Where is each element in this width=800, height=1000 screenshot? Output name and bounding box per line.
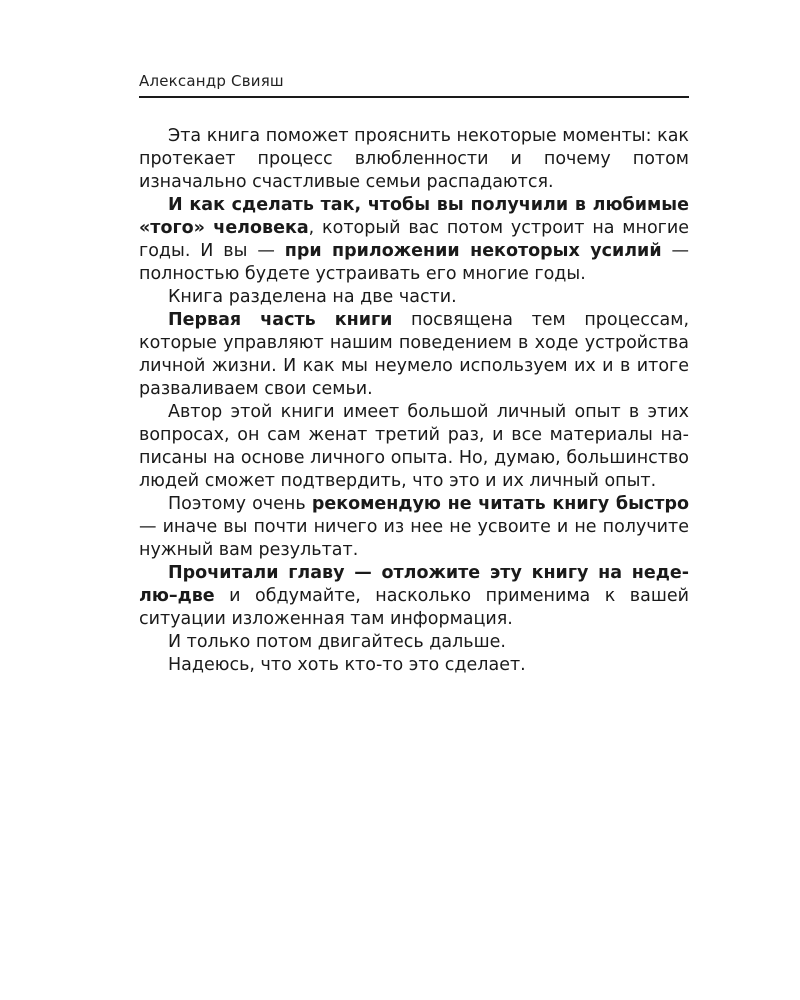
bold-text-segment: Первая часть книги xyxy=(168,310,393,330)
bold-text-segment: Прочитали главу — отложите эту книгу на неделю–две xyxy=(139,563,689,606)
text-segment: и обдумайте, насколько применима к вашей ситуации изложенная там информация. xyxy=(139,586,689,629)
bold-text-segment: И как сделать так, чтобы вы получили в любимые «того» человека xyxy=(139,195,689,238)
text-segment: — иначе вы почти ничего из нее не усвоите и не получите нужный вам результат. xyxy=(139,517,689,560)
paragraph xyxy=(139,194,689,286)
bold-text-segment: при приложении некоторых усилий xyxy=(284,241,662,261)
text-segment: Надеюсь, что хоть кто-то это сделает. xyxy=(168,655,526,675)
text-segment: Книга разделена на две части. xyxy=(168,287,457,307)
book-page xyxy=(139,72,689,677)
paragraph xyxy=(139,286,689,309)
text-segment: посвящена тем процессам, которые управляют нашим поведением в ходе устройства личной жизни. И как мы неумело используем их и в итоге разваливаем свои семьи. xyxy=(139,310,690,399)
text-segment: И только потом двигайтесь дальше. xyxy=(168,632,506,652)
text-segment: , который вас потом устроит на многие годы. И вы — xyxy=(139,218,689,261)
text-segment: Автор этой книги имеет большой личный опыт в этих вопросах, он сам женат третий раз, и все материалы написаны на основе личного опыта. Но, думаю, большинство людей сможет подтвердить, что это и их личный опыт. xyxy=(139,402,689,491)
text-segment: Эта книга поможет прояснить некоторые моменты: как протекает процесс влюбленности и почему потом изначально счастливые семьи распадаются. xyxy=(139,126,689,192)
paragraph xyxy=(139,631,689,654)
body-text xyxy=(139,125,689,677)
bold-text-segment: рекомендую не читать книгу быстро xyxy=(311,494,689,514)
paragraph xyxy=(139,401,689,493)
running-head-author: Александр Свияш xyxy=(139,72,689,98)
paragraph xyxy=(139,562,689,631)
paragraph xyxy=(139,309,689,401)
paragraph xyxy=(139,654,689,677)
paragraph xyxy=(139,493,689,562)
text-segment: — полностью будете устраивать его многие годы. xyxy=(139,241,689,284)
text-segment: Поэтому очень xyxy=(168,494,312,514)
paragraph xyxy=(139,125,689,194)
